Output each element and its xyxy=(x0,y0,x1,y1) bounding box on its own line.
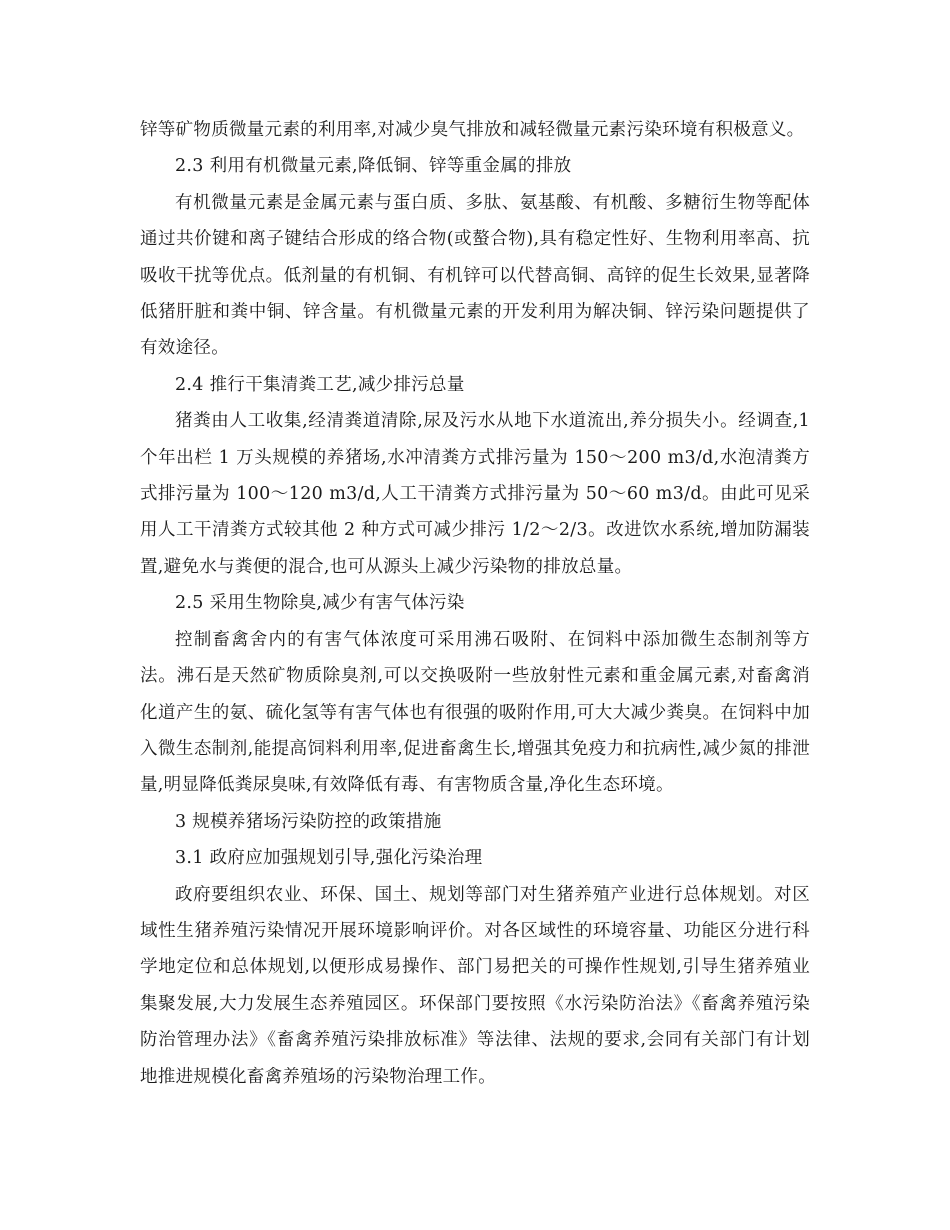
paragraph-government-planning: 政府要组织农业、环保、国土、规划等部门对生猪养殖产业进行总体规划。对区域性生猪养殖污染情况开展环境影响评价。对各区域性的环境容量、功能区分进行科学地定位和总体规划,以便形成易操作、部门易把关的可操作性规划,引导生猪养殖业集聚发展,大力发展生态养殖园区。环保部门要按照《水污染防治法》《畜禽养殖污染防治管理办法》《畜禽养殖污染排放标准》等法律、法规的要求,会同有关部门有计划地推进规模化畜禽养殖场的污染物治理工作。 xyxy=(140,884,810,1087)
paragraph-biological-deodorization: 控制畜禽舍内的有害气体浓度可采用沸石吸附、在饲料中添加微生态制剂等方法。沸石是天然矿物质除臭剂,可以交换吸附一些放射性元素和重金属元素,对畜禽消化道产生的氨、硫化氢等有害气体也有很强的吸附作用,可大大减少粪臭。在饲料中加入微生态制剂,能提高饲料利用率,促进畜禽生长,增强其免疫力和抗病性,减少氮的排泄量,明显降低粪尿臭味,有效降低有毒、有害物质含量,净化生态环境。 xyxy=(140,629,810,796)
paragraph-continuation: 锌等矿物质微量元素的利用率,对减少臭气排放和减轻微量元素污染环境有积极意义。 xyxy=(140,120,805,140)
section-heading-2-4: 2.4 推行干集清粪工艺,减少排污总量 xyxy=(175,374,465,395)
paragraph-organic-trace-elements: 有机微量元素是金属元素与蛋白质、多肽、氨基酸、有机酸、多糖衍生物等配体通过共价键和离子键结合形成的络合物(或螯合物),具有稳定性好、生物利用率高、抗吸收干扰等优点。低剂量的有机铜、有机锌可以代替高铜、高锌的促生长效果,显著降低猪肝脏和粪中铜、锌含量。有机微量元素的开发利用为解决铜、锌污染问题提供了有效途径。 xyxy=(140,192,810,359)
section-heading-3: 3 规模养猪场污染防控的政策措施 xyxy=(175,811,442,832)
document-body xyxy=(140,112,810,1095)
section-heading-3-1: 3.1 政府应加强规划引导,强化污染治理 xyxy=(175,848,483,869)
section-heading-2-3: 2.3 利用有机微量元素,降低铜、锌等重金属的排放 xyxy=(175,156,572,177)
paragraph-dry-manure-cleaning: 猪粪由人工收集,经清粪道清除,尿及污水从地下水道流出,养分损失小。经调查,1 个年出栏 1 万头规模的养猪场,水冲清粪方式排污量为 150～200 m3/d,水泡清粪方式排污量为 100～120 m3/d,人工干清粪方式排污量为 50～60 m3/d。由此可见采用人工干清粪方式较其他 2 种方式可减少排污 1/2～2/3。改进饮水系统,增加防漏装置,避免水与粪便的混合,也可从源头上减少污染物的排放总量。 xyxy=(140,411,810,577)
section-heading-2-5: 2.5 采用生物除臭,减少有害气体污染 xyxy=(175,593,465,614)
